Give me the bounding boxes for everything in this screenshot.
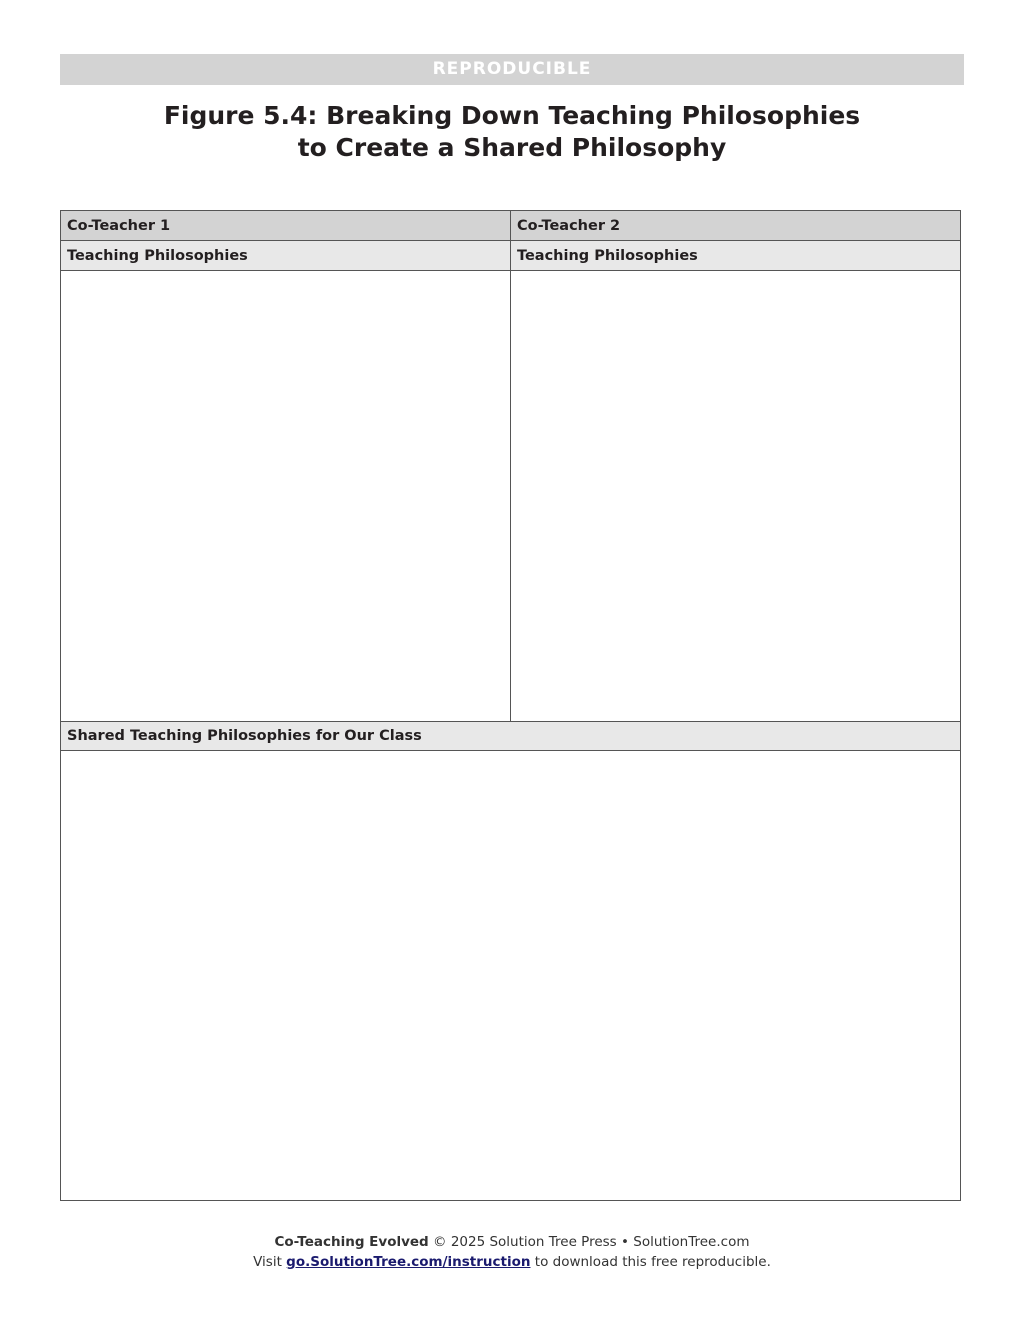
co-teacher-2-writing-area[interactable]: [511, 271, 960, 721]
footer-visit-prefix: Visit: [253, 1254, 287, 1270]
co-teacher-1-header: Co-Teacher 1: [61, 211, 511, 241]
shared-philosophies-writing-area[interactable]: [61, 751, 960, 1200]
footer-book-title: Co-Teaching Evolved: [274, 1234, 429, 1250]
page-footer: [60, 1232, 964, 1272]
footer-copyright: © 2025 Solution Tree Press • SolutionTree.com: [428, 1234, 750, 1250]
footer-copyright-line: [60, 1232, 964, 1252]
co-teacher-2-header: Co-Teacher 2: [511, 211, 960, 241]
co-teacher-1-philosophies-label: Teaching Philosophies: [61, 241, 511, 271]
philosophy-worksheet-table: [60, 210, 961, 1201]
shared-philosophies-header: Shared Teaching Philosophies for Our Class: [61, 721, 960, 751]
reproducible-banner: REPRODUCIBLE: [60, 54, 964, 85]
co-teacher-2-philosophies-label: Teaching Philosophies: [511, 241, 960, 271]
figure-title-line-1: Figure 5.4: Breaking Down Teaching Philosophies: [163, 101, 861, 130]
co-teacher-1-writing-area[interactable]: [61, 271, 511, 721]
instruction-download-link[interactable]: go.SolutionTree.com/instruction: [286, 1254, 531, 1270]
figure-title-line-2: to Create a Shared Philosophy: [297, 133, 727, 162]
footer-visit-suffix: to download this free reproducible.: [530, 1254, 771, 1270]
footer-visit-line: [60, 1252, 964, 1272]
figure-title: [60, 100, 964, 164]
